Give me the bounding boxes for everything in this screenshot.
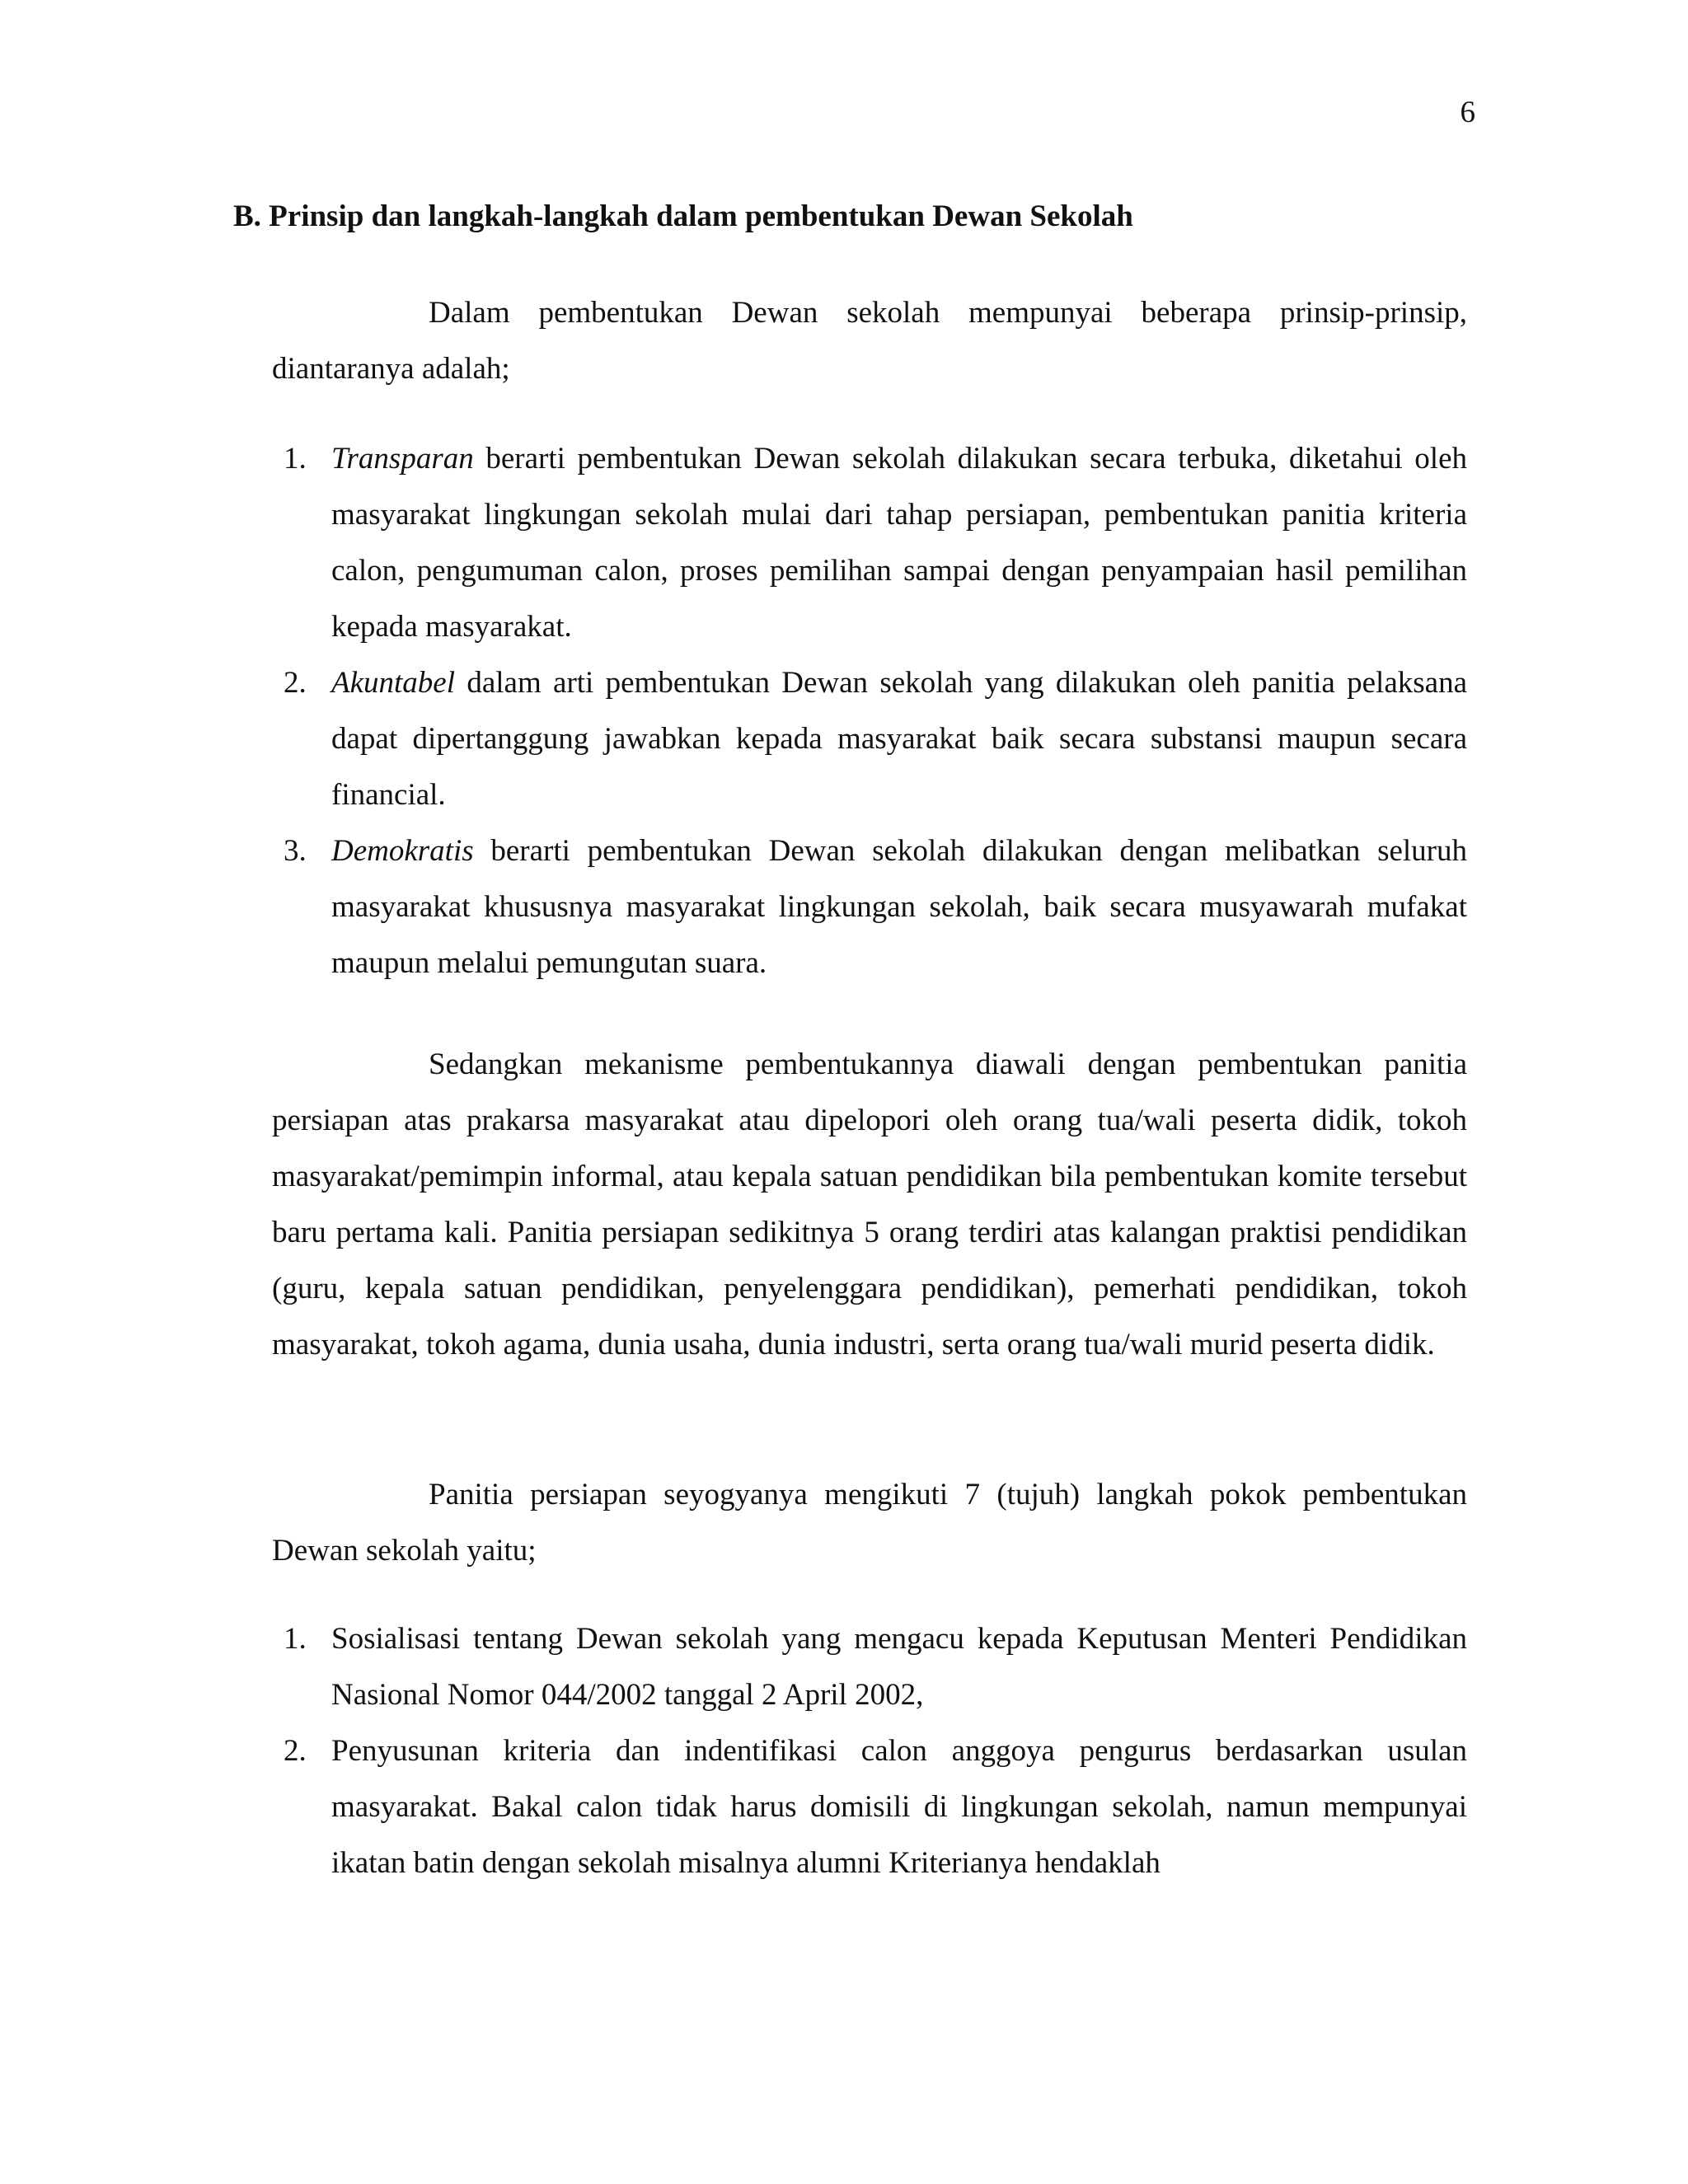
principle-text: berarti pembentukan Dewan sekolah dilakukan dengan melibatkan seluruh masyarakat khususnya masyarakat lingkungan sekolah, baik secara musyawarah mufakat maupun melalui pemungutan suara. <box>331 834 1467 980</box>
list-number: 2. <box>284 666 307 700</box>
principle-item <box>272 431 1467 655</box>
principle-item <box>272 823 1467 991</box>
principle-text: berarti pembentukan Dewan sekolah dilakukan secara terbuka, diketahui oleh masyarakat lingkungan sekolah mulai dari tahap persiapan, pembentukan panitia kriteria calon, pengumuman calon, proses pemilihan sampai dengan penyampaian hasil pemilihan kepada masyarakat. <box>331 442 1467 644</box>
principle-item <box>272 655 1467 823</box>
principle-term: Demokratis <box>331 834 474 868</box>
steps-intro-text: Panitia persiapan seyogyanya mengikuti 7 (tujuh) langkah pokok pembentukan Dewan sekolah yaitu; <box>272 1478 1467 1568</box>
principles-list <box>272 431 1467 991</box>
page-number: 6 <box>1460 96 1475 129</box>
list-number: 1. <box>284 442 307 476</box>
step-text: Sosialisasi tentang Dewan sekolah yang mengacu kepada Keputusan Menteri Pendidikan Nasional Nomor 044/2002 tanggal 2 April 2002, <box>331 1622 1467 1712</box>
intro-text: Dalam pembentukan Dewan sekolah mempunyai beberapa prinsip-prinsip, diantaranya adalah; <box>272 296 1467 386</box>
list-number: 3. <box>284 834 307 868</box>
principle-term: Akuntabel <box>331 666 456 700</box>
step-text: Penyusunan kriteria dan indentifikasi calon anggoya pengurus berdasarkan usulan masyarakat. Bakal calon tidak harus domisili di lingkungan sekolah, namun mempunyai ikatan batin dengan sekolah misalnya alumni Kriterianya hendaklah <box>331 1734 1467 1880</box>
steps-list <box>272 1611 1467 1891</box>
mechanism-paragraph <box>272 1037 1467 1373</box>
principle-text: dalam arti pembentukan Dewan sekolah yang dilakukan oleh panitia pelaksana dapat dipertanggung jawabkan kepada masyarakat baik secara substansi maupun secara financial. <box>331 666 1467 812</box>
section-heading: B. Prinsip dan langkah-langkah dalam pembentukan Dewan Sekolah <box>233 199 1133 233</box>
list-number: 1. <box>284 1622 307 1656</box>
step-item <box>272 1611 1467 1723</box>
mechanism-text: Sedangkan mekanisme pembentukannya diawali dengan pembentukan panitia persiapan atas prakarsa masyarakat atau dipelopori oleh orang tua/wali peserta didik, tokoh masyarakat/pemimpin informal, atau kepala satuan pendidikan bila pembentukan komite tersebut baru pertama kali. Panitia persiapan sedikitnya 5 orang terdiri atas kalangan praktisi pendidikan (guru, kepala satuan pendidikan, penyelenggara pendidikan), pemerhati pendidikan, tokoh masyarakat, tokoh agama, dunia usaha, dunia industri, serta orang tua/wali murid peserta didik. <box>272 1047 1467 1361</box>
step-item <box>272 1723 1467 1891</box>
intro-paragraph <box>272 285 1467 397</box>
list-number: 2. <box>284 1734 307 1768</box>
principle-term: Transparan <box>331 442 474 476</box>
steps-intro-paragraph <box>272 1467 1467 1579</box>
